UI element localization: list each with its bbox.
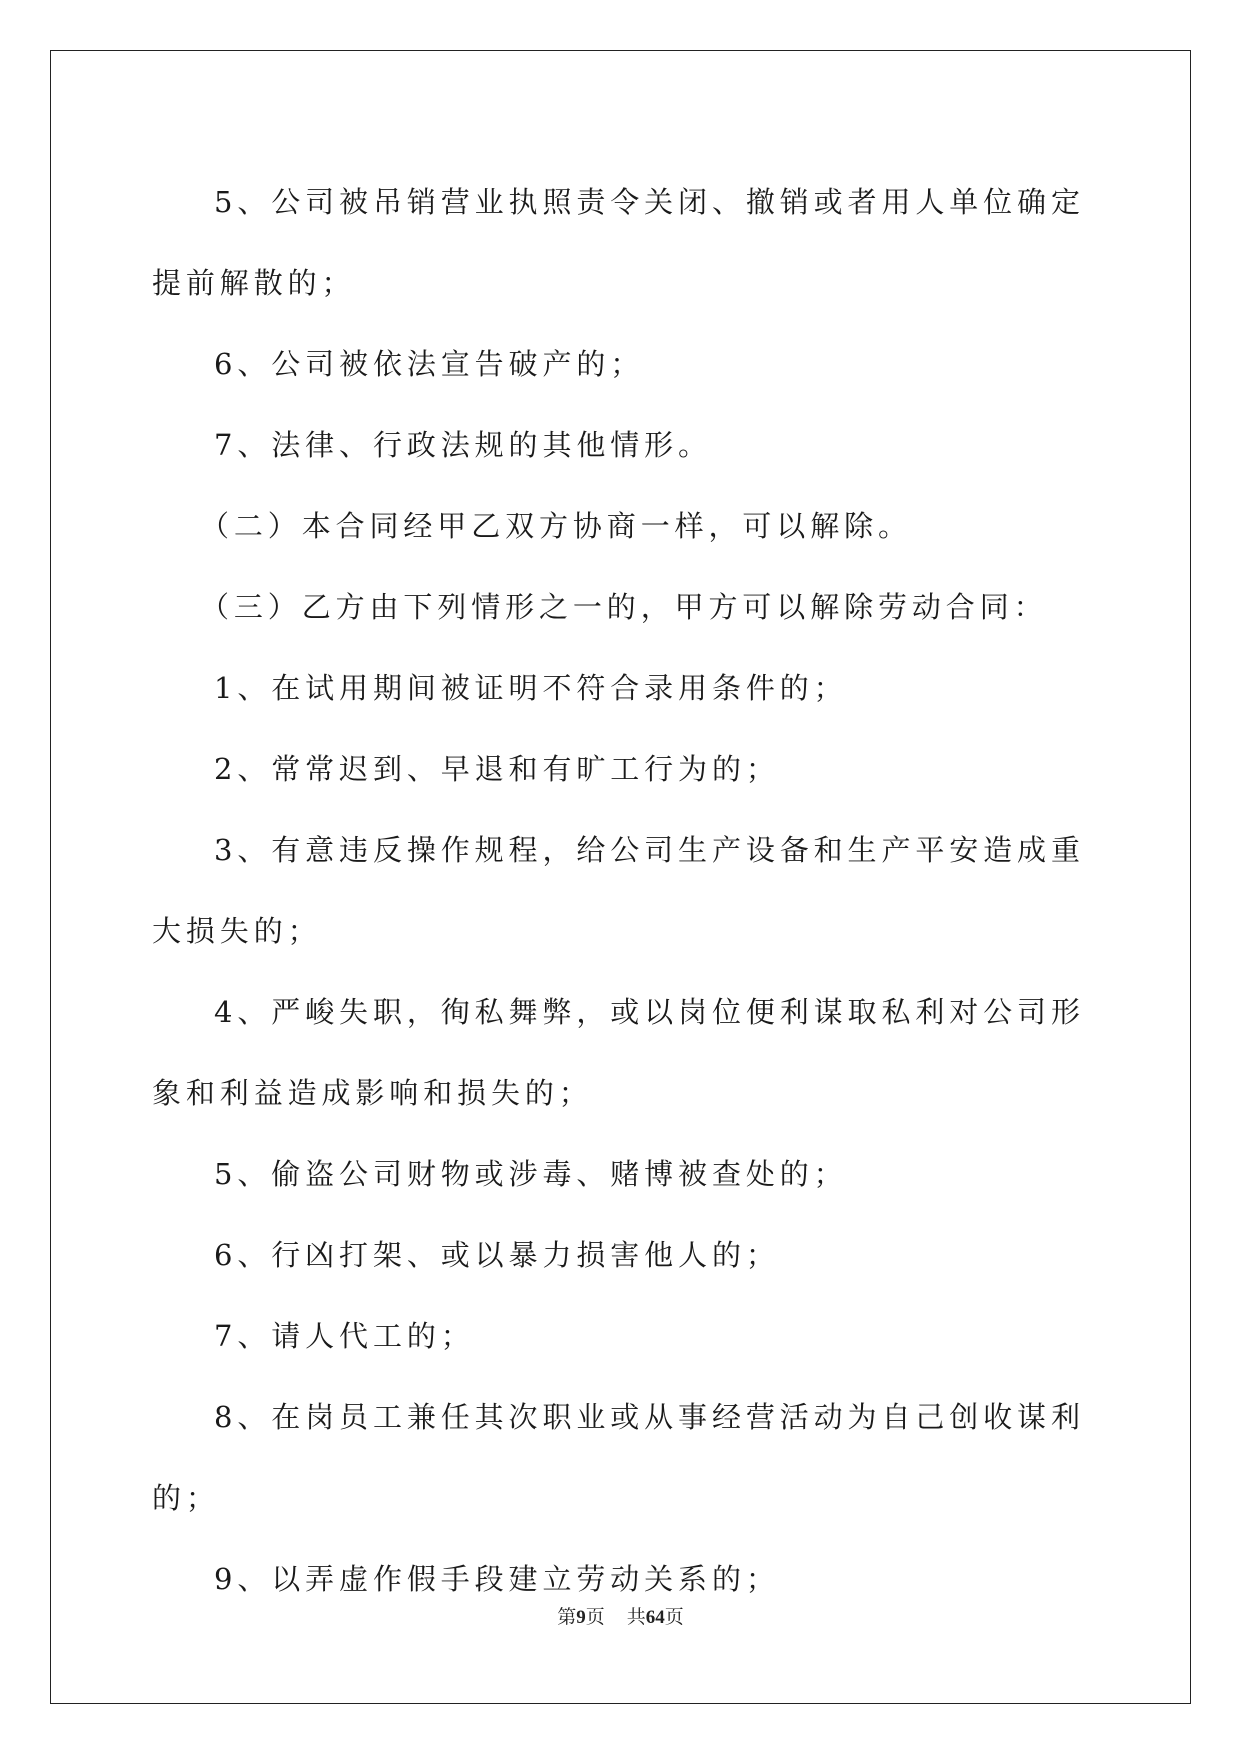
paragraph-section-3: （三）乙方由下列情形之一的，甲方可以解除劳动合同： (200, 590, 1048, 624)
footer-total-prefix: 共 (626, 1607, 646, 1628)
paragraph-item-5-dissolution: 5、公司被吊销营业执照责令关闭、撤销或者用人单位确定提前解散的； (152, 185, 1085, 300)
paragraph-item-9-fraud: 9、以弄虚作假手段建立劳动关系的； (214, 1562, 780, 1596)
paragraph-item-5-theft: 5、偷盗公司财物或涉毒、赌博被查处的； (214, 1157, 848, 1191)
paragraph-item-1-probation: 1、在试用期间被证明不符合录用条件的； (214, 671, 848, 705)
footer-page-suffix: 页 (585, 1607, 605, 1628)
paragraph-item-2-absence: 2、常常迟到、早退和有旷工行为的； (214, 752, 780, 786)
paragraph-item-8-second-job: 8、在岗员工兼任其次职业或从事经营活动为自己创收谋利的； (152, 1400, 1085, 1515)
paragraph-section-2: （二）本合同经甲乙双方协商一样，可以解除。 (200, 509, 912, 543)
paragraph-item-4-negligence: 4、严峻失职，徇私舞弊，或以岗位便利谋取私利对公司形象和利益造成影响和损失的； (152, 995, 1085, 1110)
paragraph-item-7-other: 7、法律、行政法规的其他情形。 (214, 428, 712, 462)
paragraph-item-7-substitute: 7、请人代工的； (214, 1319, 475, 1353)
footer-total-pages: 64 (645, 1607, 665, 1628)
document-body (152, 162, 1092, 1620)
footer-total-suffix: 页 (664, 1607, 684, 1628)
paragraph-item-6-violence: 6、行凶打架、或以暴力损害他人的； (214, 1238, 780, 1272)
paragraph-item-3-violation: 3、有意违反操作规程，给公司生产设备和生产平安造成重大损失的； (152, 833, 1085, 948)
footer-prefix: 第 (557, 1607, 577, 1628)
paragraph-item-6-bankruptcy: 6、公司被依法宣告破产的； (214, 347, 645, 381)
page-footer (0, 1602, 1241, 1629)
footer-page-number: 9 (576, 1607, 586, 1628)
